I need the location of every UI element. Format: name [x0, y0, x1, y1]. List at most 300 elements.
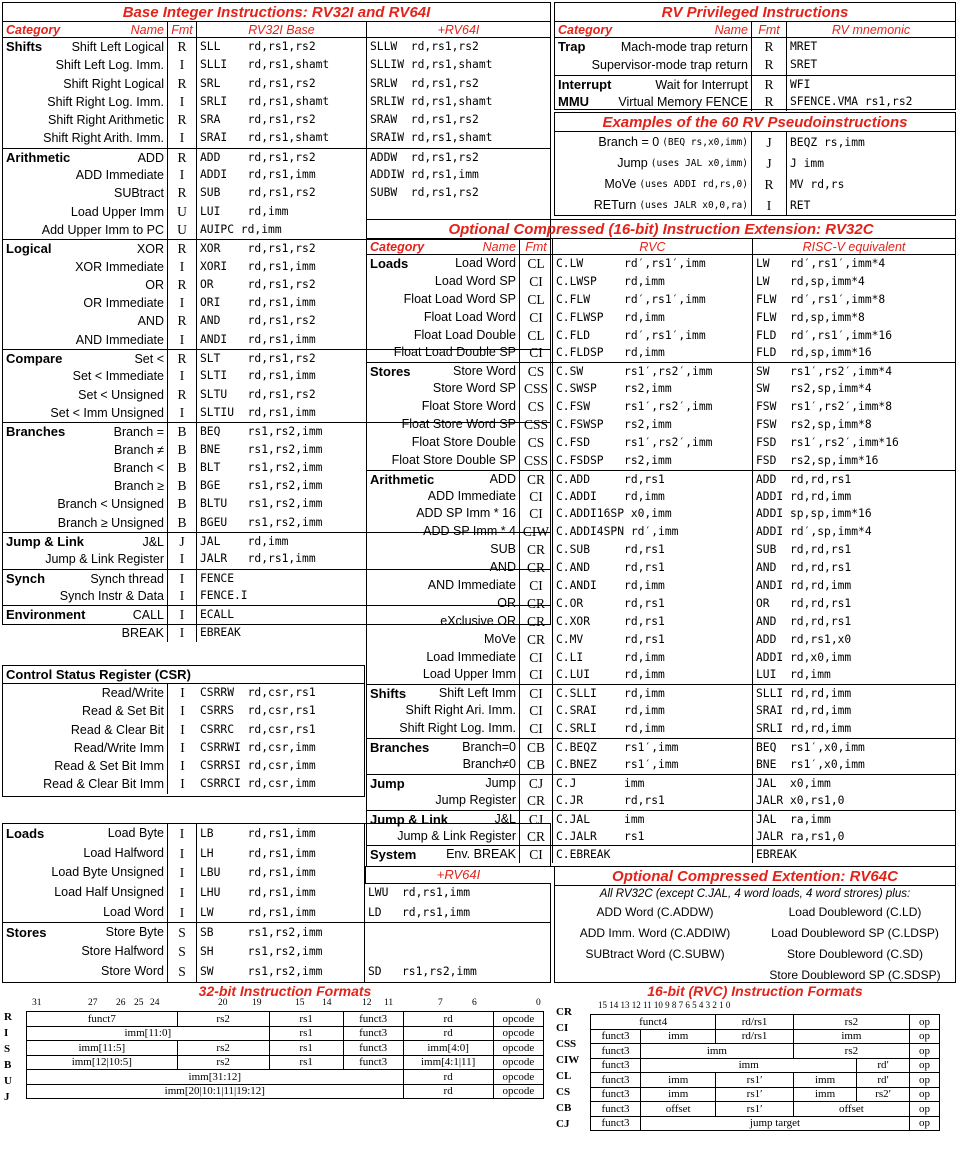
f-funct3: funct3	[591, 1058, 641, 1073]
row-label	[3, 533, 167, 550]
row-label	[367, 559, 519, 577]
bit-12: 12	[362, 998, 372, 1008]
f-op: op	[910, 1058, 940, 1073]
format-code: CJ	[519, 775, 553, 792]
row-label	[3, 624, 167, 642]
riscv-equivalent: FSW rs1′,rs2′,imm*8	[756, 400, 893, 414]
row-label	[367, 739, 519, 756]
csr-rows	[3, 684, 364, 794]
rvc-hdr-category: Category	[370, 240, 425, 254]
fmt32-bit-positions	[22, 998, 542, 1010]
format-code: CR	[519, 541, 553, 559]
hdr-rv32: RV32I Base	[197, 22, 367, 37]
instruction-name: Float Load Double SP	[393, 345, 516, 360]
rvc-mnemonic: C.LWSP rd,imm	[553, 273, 753, 291]
instruction-name: Branch ≠	[114, 442, 164, 457]
bit-20: 20	[218, 998, 228, 1008]
row-label	[367, 255, 519, 273]
instruction-row	[3, 129, 550, 147]
category-label	[3, 883, 6, 903]
rvc-mnemonic: C.ADDI rd,imm	[553, 488, 753, 506]
f-funct3: funct3	[343, 1041, 403, 1056]
instruction-name: Jump	[485, 775, 516, 790]
instruction-name: Float Store Double	[411, 434, 516, 449]
format-code: I	[167, 903, 197, 923]
instruction-name: XOR Immediate	[75, 259, 164, 274]
rvc-mnemonic: C.ADDI16SP x0,imm	[553, 505, 753, 523]
format-code: CSS	[519, 452, 553, 470]
row-label	[3, 294, 167, 312]
format-code: CR	[519, 471, 553, 488]
bit-15: 15	[295, 998, 305, 1008]
instruction-name: AND Immediate	[427, 578, 516, 593]
riscv-equivalent: JAL x0,imm	[756, 776, 831, 790]
category-label: Jump	[370, 775, 405, 791]
pseudo-panel	[554, 112, 956, 216]
f-imm: imm	[641, 1058, 857, 1073]
instruction-name: Supervisor-mode trap return	[591, 58, 748, 73]
format-code: R	[751, 174, 787, 195]
f-rs2: rs2	[793, 1044, 909, 1059]
riscv-equivalent: JALR x0,rs1,0	[756, 793, 845, 807]
rv64c-item: Load Doubleword SP (C.LDSP)	[771, 926, 939, 940]
category-label	[3, 258, 6, 276]
rv32-mnemonic: ANDI rd,rs1,imm	[197, 331, 367, 349]
bit-24: 24	[150, 998, 160, 1008]
instruction-name: Float Load Word	[423, 309, 516, 324]
row-label	[3, 386, 167, 404]
format-code: R	[751, 76, 787, 93]
instruction-name: BREAK	[121, 625, 164, 640]
f-op: op	[910, 1087, 940, 1102]
priv-header	[555, 22, 955, 38]
instruction-name: Set < Unsigned	[78, 387, 164, 402]
category-label	[367, 434, 370, 452]
f-opcode: opcode	[493, 1012, 543, 1027]
category-label: Shifts	[6, 39, 43, 54]
instruction-name: AND	[489, 560, 516, 575]
format-code: R	[167, 386, 197, 404]
rvc-mnemonic: C.FSW rs1′,rs2′,imm	[553, 398, 753, 416]
rv32-mnemonic: SRL rd,rs1,rs2	[197, 75, 367, 93]
priv-row	[555, 56, 955, 74]
rv32-mnemonic: ADDI rd,rs1,imm	[197, 166, 367, 184]
format-code: R	[167, 276, 197, 294]
riscv-equivalent: FSD rs2,sp,imm*16	[756, 453, 879, 467]
category-label: Jump & Link	[370, 811, 449, 827]
row-label	[367, 577, 519, 595]
instruction-name: Add Upper Imm to PC	[41, 222, 164, 237]
row-label	[367, 811, 519, 828]
format-code: CI	[519, 649, 553, 667]
row-label	[3, 459, 167, 477]
rv32-mnemonic: BLT rs1,rs2,imm	[197, 459, 367, 477]
rv32-mnemonic: CSRRS rd,csr,rs1	[200, 704, 316, 718]
instruction-name: Set <	[134, 352, 164, 367]
row-label	[555, 93, 751, 111]
category-label: Loads	[370, 256, 409, 271]
category-label	[3, 514, 6, 532]
row-label	[3, 495, 167, 513]
row-label	[3, 942, 167, 962]
rv64-mnemonic: SLLIW rd,rs1,shamt	[370, 58, 493, 72]
instruction-row	[3, 38, 550, 56]
riscv-equivalent: JALR ra,rs1,0	[756, 829, 845, 843]
rvc-row	[367, 541, 955, 559]
format-code: J	[167, 533, 197, 550]
format-code: B	[167, 495, 197, 513]
format-name: CJ	[556, 1118, 570, 1130]
pseudo-uses: (uses ADDI rd,rs,0)	[639, 179, 748, 190]
instruction-name: Shift Right Log. Imm.	[47, 94, 164, 109]
category-label	[3, 166, 6, 184]
category-label	[367, 649, 370, 667]
instruction-name: Shift Right Ari. Imm.	[405, 703, 516, 718]
rv32-mnemonic: CSRRCI rd,csr,imm	[200, 777, 316, 791]
category-label	[367, 702, 370, 720]
row-label	[367, 649, 519, 667]
base-header	[3, 22, 550, 38]
rvc-mnemonic: C.ADDI4SPN rd′,imm	[553, 523, 753, 541]
fmt-i-row	[27, 1026, 544, 1041]
format-code: CB	[519, 739, 553, 756]
row-label	[367, 452, 519, 470]
f-rs2: rs2	[793, 1015, 909, 1030]
format-name: CL	[556, 1070, 572, 1082]
fmt16-bit-positions: 15 14 13 12 11 10 9 8 7 6 5 4 3 2 1 0	[598, 1000, 731, 1010]
rvc-mnemonic: C.FSDSP rs2,imm	[553, 452, 753, 470]
instruction-name: Float Store Word	[421, 399, 516, 414]
format-code: J	[751, 132, 787, 153]
riscv-equivalent: SRLI rd,rd,imm	[756, 722, 852, 736]
riscv-equivalent: SUB rd,rd,rs1	[756, 543, 852, 557]
pseudo-row	[555, 195, 955, 216]
f-funct3: funct3	[591, 1073, 641, 1088]
format-code: CI	[519, 846, 553, 863]
format-code: I	[167, 404, 197, 422]
instruction-name: ADD SP Imm * 16	[416, 506, 516, 521]
rv32-mnemonic: SRA rd,rs1,rs2	[197, 111, 367, 129]
pseudo-title: Examples of the 60 RV Pseudoinstructions	[555, 113, 955, 132]
format-code: I	[167, 166, 197, 184]
category-label: Jump & Link	[6, 534, 85, 550]
rvc-hdr-name: Name	[482, 240, 516, 254]
rv32-mnemonic: XORI rd,rs1,imm	[197, 258, 367, 276]
category-label	[3, 276, 6, 294]
rv32-mnemonic: CSRRSI rd,csr,imm	[200, 759, 316, 773]
category-label	[367, 327, 370, 345]
category-label	[3, 942, 6, 962]
row-label	[367, 685, 519, 702]
category-label	[367, 559, 370, 577]
priv-row	[555, 93, 955, 111]
f-imm12105: imm[12|10:5]	[27, 1055, 178, 1070]
row-label	[555, 195, 751, 216]
rv64c-note: All RV32C (except C.JAL, 4 word loads, 4 word strores) plus:	[599, 888, 911, 900]
row-label	[3, 367, 167, 385]
rvc-mnemonic: C.SUB rd,rs1	[553, 541, 753, 559]
instruction-name: J&L	[142, 535, 164, 550]
f-funct3: funct3	[591, 1044, 641, 1059]
format-code: CSS	[519, 380, 553, 398]
f-rs1p: rs1′	[716, 1073, 793, 1088]
rv32-mnemonic: EBREAK	[197, 624, 367, 642]
rvc-row	[367, 756, 955, 774]
base-integer-title: Base Integer Instructions: RV32I and RV64I	[3, 3, 550, 22]
format-code: B	[167, 441, 197, 459]
f-jt: jump target	[641, 1116, 910, 1131]
instruction-name: OR Immediate	[83, 296, 164, 311]
rvc-row	[367, 380, 955, 398]
rv64-mnemonic: SRLIW rd,rs1,shamt	[370, 94, 493, 108]
instruction-name: Jump & Link Register	[45, 552, 164, 567]
category-label	[3, 404, 6, 422]
rv32-mnemonic: BGEU rs1,rs2,imm	[197, 514, 367, 532]
instruction-name: Branch < Unsigned	[57, 497, 164, 512]
format-name: CIW	[556, 1054, 580, 1066]
mnemonic: J imm	[790, 157, 825, 170]
fmt-cb-row	[591, 1102, 940, 1117]
instruction-name: OR	[145, 277, 164, 292]
format-code: I	[167, 775, 197, 793]
category-label: System	[370, 847, 417, 863]
instruction-name: Float Load Word SP	[403, 291, 516, 306]
category-label	[3, 184, 6, 202]
format-code: CR	[519, 613, 553, 631]
row-label	[367, 327, 519, 345]
rvc-row	[367, 702, 955, 720]
fmt-css-row	[591, 1044, 940, 1059]
rv64-mnemonic: LWU rd,rs1,imm	[368, 886, 471, 900]
rvc-mnemonic: C.BNEZ rs1′,imm	[553, 756, 753, 774]
format-code: I	[167, 294, 197, 312]
row-label	[367, 471, 519, 488]
rv32-mnemonic: CSRRWI rd,csr,imm	[200, 740, 316, 754]
row-label	[3, 923, 167, 942]
instruction-row	[3, 148, 550, 166]
bit-14: 14	[322, 998, 332, 1008]
format-code: CR	[519, 792, 553, 810]
priv-row	[555, 75, 955, 93]
category-label	[367, 273, 370, 291]
rv32-mnemonic: SLTIU rd,rs1,imm	[197, 404, 367, 422]
rv64-mnemonic	[365, 942, 550, 962]
format-code: R	[751, 93, 787, 111]
rvc-row	[367, 684, 955, 702]
rvc-row	[367, 488, 955, 506]
category-label	[3, 111, 6, 129]
rv64c-panel	[554, 866, 956, 983]
rv32-mnemonic: SLL rd,rs1,rs2	[197, 38, 367, 56]
category-label	[3, 459, 6, 477]
rvc-mnemonic: C.SLLI rd,imm	[553, 685, 753, 702]
rv32-mnemonic: LHU rd,rs1,imm	[197, 883, 365, 903]
f-op: op	[910, 1015, 940, 1030]
rv64c-item: ADD Imm. Word (C.ADDIW)	[579, 926, 731, 940]
f-imm40: imm[4:0]	[403, 1041, 493, 1056]
instruction-name: MoVe	[484, 631, 516, 646]
rvc-row	[367, 774, 955, 792]
priv-row	[555, 38, 955, 56]
format-code: CSS	[519, 416, 553, 434]
instruction-name: Branch ≥ Unsigned	[57, 515, 164, 530]
rvc-mnemonic: C.LW rd′,rs1′,imm	[553, 255, 753, 273]
category-label	[3, 75, 6, 93]
format-name: CS	[556, 1086, 571, 1098]
rv32-mnemonic: AUIPC rd,imm	[197, 221, 367, 239]
f-imm: imm	[641, 1073, 716, 1088]
row-label	[367, 595, 519, 613]
instruction-name: Read & Clear Bit	[70, 722, 164, 737]
fmt16-table	[590, 1014, 940, 1131]
rvc-row	[367, 434, 955, 452]
category-label: Arithmetic	[6, 149, 71, 165]
bit-26: 26	[116, 998, 126, 1008]
format-code: I	[167, 721, 197, 739]
f-imm: imm	[793, 1073, 857, 1088]
row-label	[3, 240, 167, 257]
row-label	[367, 434, 519, 452]
riscv-equivalent: AND rd,rd,rs1	[756, 561, 852, 575]
rvc-header	[367, 239, 955, 255]
rv32-mnemonic: LUI rd,imm	[197, 203, 367, 221]
rv64-mnemonic: SUBW rd,rs1,rs2	[370, 186, 479, 200]
rv32-mnemonic: SLLI rd,rs1,shamt	[197, 56, 367, 74]
format-code: S	[167, 962, 197, 982]
category-label: Loads	[6, 826, 45, 841]
category-label	[3, 367, 6, 385]
category-label	[367, 309, 370, 327]
format-code: CS	[519, 398, 553, 416]
rvc-mnemonic: C.SWSP rs2,imm	[553, 380, 753, 398]
category-label	[367, 666, 370, 684]
rv64-mnemonic: SLLW rd,rs1,rs2	[370, 40, 479, 53]
row-label	[3, 962, 167, 982]
row-label	[367, 344, 519, 362]
f-rs1p: rs1′	[716, 1102, 793, 1117]
f-funct3: funct3	[591, 1087, 641, 1102]
category-label	[367, 631, 370, 649]
rvc-row	[367, 273, 955, 291]
riscv-equivalent: LUI rd,imm	[756, 668, 831, 682]
instruction-name: Load Word	[103, 904, 164, 919]
rvc-row	[367, 452, 955, 470]
privileged-title: RV Privileged Instructions	[555, 3, 955, 22]
rv32-mnemonic: LBU rd,rs1,imm	[197, 863, 365, 883]
row-label	[367, 828, 519, 846]
row-label	[367, 792, 519, 810]
instruction-name: Branch =	[113, 425, 164, 440]
row-label	[3, 203, 167, 221]
format-code: I	[167, 606, 197, 623]
pseudo-name: Branch = 0	[598, 135, 660, 149]
bit-27: 27	[88, 998, 98, 1008]
format-code: U	[167, 203, 197, 221]
rvc-row	[367, 344, 955, 362]
fmt32-table	[26, 1011, 544, 1099]
row-label	[3, 404, 167, 422]
instruction-row	[3, 93, 550, 111]
mnemonic: SRET	[790, 58, 818, 72]
format-code: I	[167, 863, 197, 883]
instruction-name: Store Byte	[105, 925, 164, 940]
rv64c-item: Store Doubleword (C.SD)	[786, 947, 924, 961]
rv32-mnemonic: BLTU rs1,rs2,imm	[197, 495, 367, 513]
f-opcode: opcode	[493, 1055, 543, 1070]
rv32-mnemonic: BGE rs1,rs2,imm	[197, 477, 367, 495]
instruction-name: Load Half Unsigned	[54, 885, 164, 900]
row-label	[3, 129, 167, 147]
fmt-ciw-row	[591, 1058, 940, 1073]
riscv-equivalent: SW rs2,sp,imm*4	[756, 382, 872, 396]
instruction-name: XOR	[136, 242, 164, 257]
f-imm4111: imm[4:1|11]	[403, 1055, 493, 1070]
format-code: S	[167, 923, 197, 942]
format-code: I	[167, 624, 197, 642]
category-label	[367, 595, 370, 613]
instruction-name: Jump Register	[435, 792, 516, 807]
f-rs1: rs1	[269, 1055, 343, 1070]
format-code: I	[751, 195, 787, 216]
riscv-equivalent: ADDI rd,rd,imm	[756, 489, 852, 503]
instruction-row	[3, 111, 550, 129]
bit-31: 31	[32, 998, 42, 1008]
format-code: I	[167, 824, 197, 844]
row-label	[367, 523, 519, 541]
fmt16-title: 16-bit (RVC) Instruction Formats	[647, 983, 863, 999]
row-label	[3, 824, 167, 844]
riscv-equivalent: AND rd,rd,rs1	[756, 614, 852, 628]
instruction-name: Shift Right Log. Imm.	[399, 721, 516, 736]
rvc-rows	[367, 255, 955, 863]
format-code: R	[167, 111, 197, 129]
format-code: I	[167, 570, 197, 587]
instruction-name: Branch=0	[462, 740, 516, 755]
category-label	[3, 477, 6, 495]
instruction-name: Shift Right Arithmetic	[47, 113, 164, 128]
instruction-name: Store Halfword	[81, 944, 164, 959]
rvc-mnemonic: C.ANDI rd,imm	[553, 577, 753, 595]
rvc-mnemonic: C.OR rd,rs1	[553, 595, 753, 613]
bit-6: 6	[472, 998, 477, 1008]
instruction-name: Read/Write	[101, 686, 164, 700]
category-label	[367, 523, 370, 541]
rv32-mnemonic: XOR rd,rs1,rs2	[197, 240, 367, 257]
instruction-name: Set < Immediate	[72, 369, 164, 384]
instruction-name: Shift Left Logical	[71, 40, 164, 54]
row-label	[367, 775, 519, 792]
pseudo-name: MoVe	[604, 177, 637, 191]
row-label	[3, 883, 167, 903]
format-code: CI	[519, 666, 553, 684]
rvc-row	[367, 291, 955, 309]
rvc-row	[367, 845, 955, 863]
category-label	[367, 613, 370, 631]
rv32-mnemonic: LH rd,rs1,imm	[197, 844, 365, 864]
rvc-row	[367, 595, 955, 613]
format-code: CL	[519, 291, 553, 309]
instruction-name: J&L	[494, 811, 516, 826]
rvc-mnemonic: C.LUI rd,imm	[553, 666, 753, 684]
f-rs2: rs2	[177, 1041, 269, 1056]
privileged-panel	[554, 2, 956, 110]
riscv-equivalent: SLLI rd,rd,imm	[756, 687, 852, 701]
category-label: Stores	[370, 364, 411, 380]
f-opcode: opcode	[493, 1041, 543, 1056]
format-code: CIW	[519, 523, 553, 541]
fmt32-title: 32-bit Instruction Formats	[198, 983, 372, 999]
category-label	[3, 441, 6, 459]
